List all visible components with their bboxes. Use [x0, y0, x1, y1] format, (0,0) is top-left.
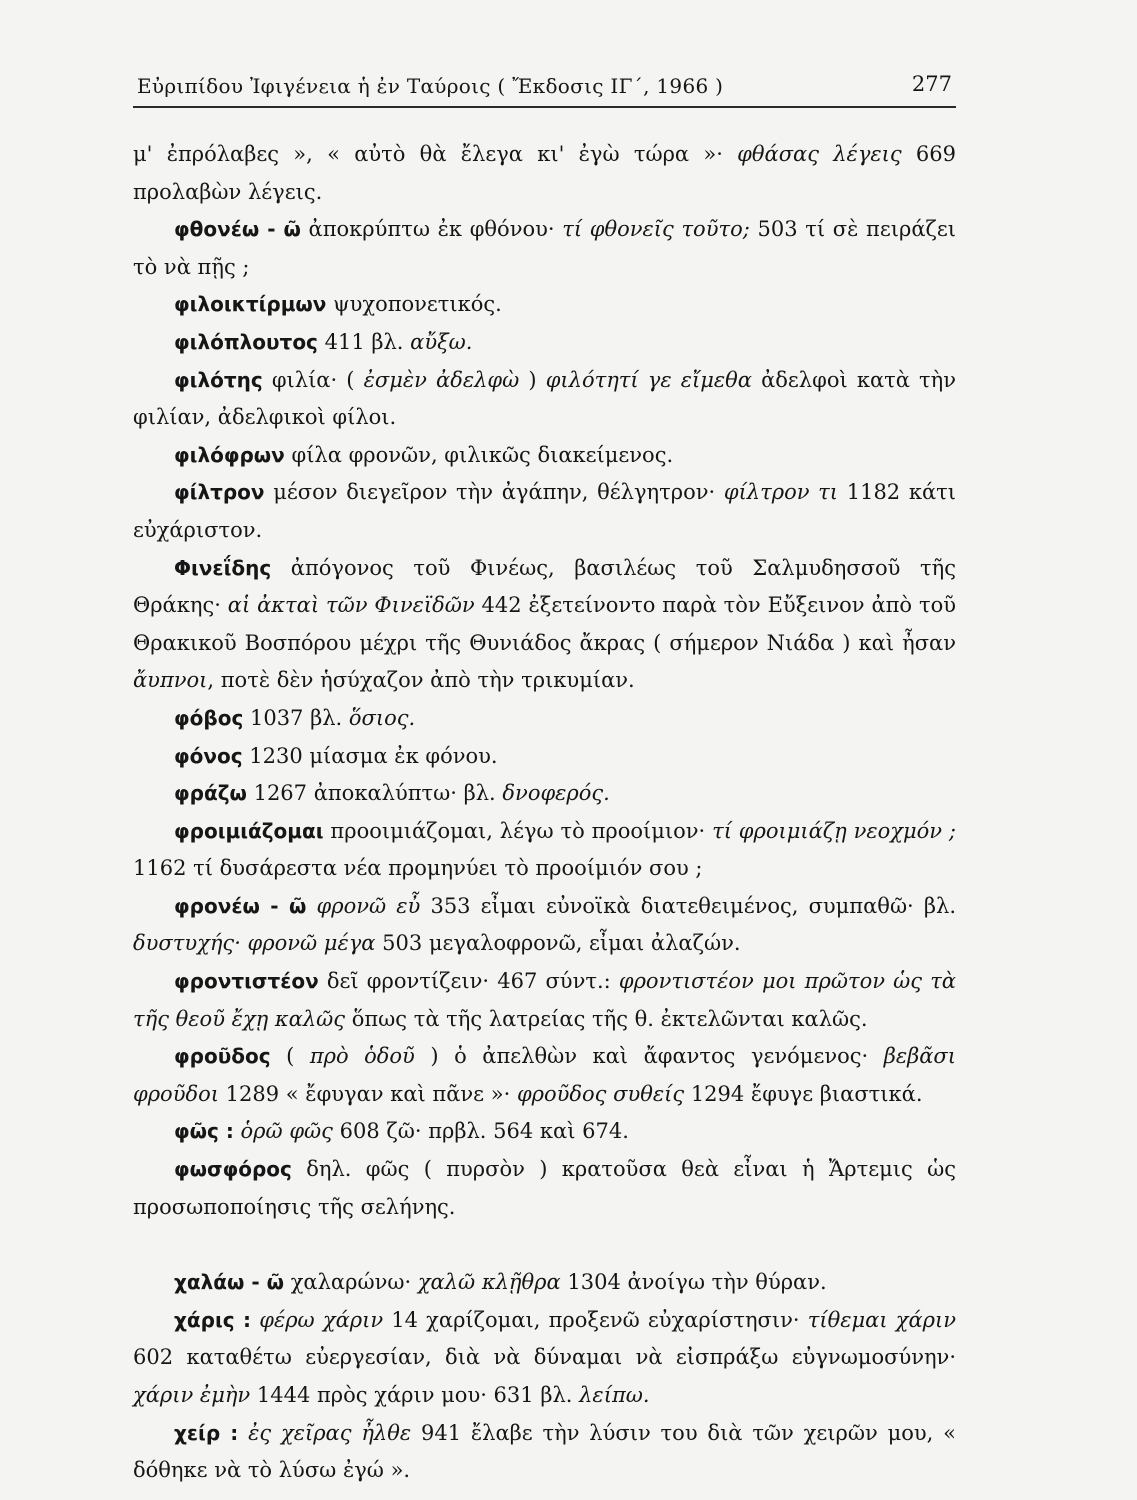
- entry-headword: φόνος: [174, 743, 243, 768]
- quoted-phrase: αὔξω.: [410, 329, 473, 354]
- quoted-phrase: αἱ ἀκταὶ τῶν Φινεϊδῶν: [227, 593, 475, 618]
- entry-headword: φιλοικτίρμων: [174, 292, 327, 317]
- entry-text: 941 ἔλαβε τὴν λύσιν του διὰ τῶν χειρῶν μου, « δόθηκε νὰ τὸ λύσω ἐγώ ».: [133, 1420, 956, 1483]
- quoted-phrase: βεβᾶσι φροῦδοι: [133, 1044, 957, 1106]
- entry-text: μέσον διεγεῖρον τὴν ἀγάπην, θέλγητρον·: [264, 480, 724, 505]
- glossary-entry: [133, 1264, 956, 1302]
- entry-headword: χείρ :: [174, 1420, 239, 1445]
- quoted-phrase: ὁρῶ φῶς: [240, 1119, 333, 1144]
- entry-text: 1267 ἀποκαλύπτω· βλ.: [246, 781, 503, 806]
- quoted-phrase: ἐς χεῖρας ἦλθε: [248, 1420, 412, 1445]
- entry-headword: φιλόφρων: [174, 442, 285, 467]
- quoted-phrase: φροῦδος συθείς: [516, 1081, 685, 1106]
- glossary-entry: [133, 474, 956, 549]
- quoted-phrase: τίθεμαι χάριν: [807, 1307, 956, 1332]
- entry-headword: φιλότης: [174, 367, 263, 392]
- glossary-entry: [133, 550, 956, 700]
- entry-text: προοιμιάζομαι, λέγω τὸ προοίμιον·: [323, 818, 713, 843]
- entry-text: χαλαρώνω·: [284, 1270, 418, 1295]
- quoted-phrase: φροντιστέον μοι πρῶτον ὡς τὰ τῆς θεοῦ ἔχῃ καλῶς: [133, 969, 956, 1031]
- entry-text: (: [270, 1044, 310, 1069]
- entry-headword: φιλόπλουτος: [174, 329, 318, 354]
- entry-text: 669 προλαβὼν λέγεις.: [133, 142, 956, 204]
- quoted-phrase: δνοφερός.: [502, 781, 610, 806]
- entry-continuation: [133, 136, 956, 211]
- entry-headword: φροιμιάζομαι: [174, 818, 324, 843]
- glossary-entry: [133, 1415, 956, 1490]
- entry-headword: φθονέω - ῶ: [174, 217, 301, 242]
- quoted-phrase: φιλότητί γε εἴμεθα: [545, 367, 752, 392]
- entry-headword: φρονέω - ῶ: [174, 893, 307, 918]
- entry-text: 442 ἐξετείνοντο παρὰ τὸν Εὔξεινον ἀπὸ τοῦ Θρακικοῦ Βοσπόρου μέχρι τῆς Θυνιάδος ἄκρας ( σήμερον Νιάδα ) καὶ ἦσαν: [133, 593, 956, 655]
- entry-headword: φίλτρον: [174, 480, 265, 505]
- entry-text: ψυχοπονετικός.: [326, 292, 502, 317]
- entry-text: 1304 ἀνοίγω τὴν θύραν.: [560, 1270, 827, 1295]
- glossary-entry: [133, 738, 956, 776]
- quoted-phrase: τί φθονεῖς τοῦτο;: [562, 217, 750, 242]
- page-header: [133, 66, 956, 108]
- quoted-phrase: φίλτρον τι: [723, 480, 839, 505]
- entry-text: [306, 894, 316, 918]
- quoted-phrase: τί φροιμιάζῃ νεοχμόν ;: [712, 818, 956, 843]
- page-number: 277: [911, 72, 952, 96]
- quoted-phrase: φρονῶ εὖ: [316, 893, 421, 918]
- entry-text: [238, 1421, 248, 1445]
- entry-headword: Φινεΐδης: [174, 555, 272, 580]
- glossary-entry: [133, 211, 956, 286]
- quoted-phrase: ἐσμὲν ἀδελφὼ: [363, 367, 520, 392]
- entry-headword: φωσφόρος: [174, 1157, 292, 1182]
- entry-text: ἀποκρύπτω ἐκ φθόνου·: [300, 217, 563, 242]
- quoted-phrase: φέρω χάριν: [259, 1307, 384, 1332]
- entry-text: μ' ἐπρόλαβες », « αὐτὸ θὰ ἔλεγα κι' ἐγὼ τώρα »·: [133, 142, 738, 166]
- entry-text: ): [519, 367, 546, 392]
- entry-text: ) ὁ ἀπελθὼν καὶ ἄφαντος γενόμενος·: [414, 1044, 884, 1069]
- entry-text: ἀδελφοὶ κατὰ τὴν φιλίαν, ἀδελφικοὶ φίλοι.: [133, 367, 957, 430]
- quoted-phrase: χαλῶ κλῇθρα: [417, 1270, 561, 1295]
- entry-text: , ποτὲ δὲν ἡσύχαζον ἀπὸ τὴν τρικυμίαν.: [207, 668, 635, 693]
- entry-headword: φράζω: [174, 781, 247, 806]
- entry-text: δηλ. φῶς ( πυρσὸν ) κρατοῦσα θεὰ εἶναι ἡ Ἄρτεμις ὡς προσωποποίησις τῆς σελήνης.: [133, 1157, 956, 1219]
- entry-text: [251, 1308, 259, 1332]
- glossary-body: [133, 136, 956, 1490]
- running-head: Εὐριπίδου Ἰφιγένεια ἡ ἐν Ταύροις ( Ἔκδοσις ΙΓ΄, 1966 ): [137, 74, 724, 98]
- entry-text: 1230 μίασμα ἐκ φόνου.: [242, 743, 498, 768]
- entry-text: φίλα φρονῶν, φιλικῶς διακείμενος.: [284, 442, 674, 467]
- glossary-entry: [133, 437, 956, 475]
- entry-headword: χάρις :: [174, 1307, 252, 1332]
- entry-text: 353 εἶμαι εὐνοϊκὰ διατεθειμένος, συμπαθῶ· βλ.: [420, 893, 957, 918]
- entry-text: φιλία· (: [262, 367, 364, 392]
- quoted-phrase: δυστυχής· φρονῶ μέγα: [133, 931, 376, 956]
- entry-text: 14 χαρίζομαι, προξενῶ εὐχαρίστησιν·: [383, 1307, 808, 1332]
- quoted-phrase: λείπω.: [579, 1383, 650, 1407]
- entry-text: 1444 πρὸς χάριν μου· 631 βλ.: [250, 1383, 580, 1407]
- glossary-entry: [133, 324, 956, 362]
- entry-text: 411 βλ.: [317, 329, 411, 354]
- glossary-entry: [133, 1151, 956, 1226]
- entry-text: [234, 1119, 241, 1143]
- glossary-entry: [133, 963, 956, 1038]
- entry-text: 503 μεγαλοφρονῶ, εἶμαι ἀλαζών.: [375, 931, 741, 956]
- entry-text: ὅπως τὰ τῆς λατρείας τῆς θ. ἐκτελῶνται καλῶς.: [345, 1006, 868, 1031]
- entry-text: 503 τί σὲ πειράζει τὸ νὰ πῇς ;: [133, 217, 956, 279]
- entry-text: ἀπόγονος τοῦ Φινέως, βασιλέως τοῦ Σαλμυδησσοῦ τῆς Θράκης·: [133, 555, 956, 618]
- glossary-entry: [133, 775, 956, 813]
- glossary-entry: [133, 1302, 956, 1415]
- entry-headword: φροῦδος: [174, 1044, 271, 1069]
- entry-text: δεῖ φροντίζειν· 467 σύντ.:: [318, 969, 619, 994]
- quoted-phrase: πρὸ ὁδοῦ: [309, 1044, 415, 1069]
- glossary-entry: [133, 888, 956, 963]
- glossary-entry: [133, 700, 956, 738]
- entry-text: 1182 κάτι εὐχάριστον.: [133, 480, 957, 542]
- entry-headword: χαλάω - ῶ: [174, 1270, 285, 1295]
- glossary-entry: [133, 286, 956, 324]
- quoted-phrase: ἄυπνοι: [133, 668, 208, 693]
- entry-headword: φόβος: [174, 705, 244, 730]
- quoted-phrase: ὅσιος.: [348, 705, 416, 730]
- entry-text: 608 ζῶ· πρβλ. 564 καὶ 674.: [332, 1119, 629, 1144]
- quoted-phrase: χάριν ἐμὴν: [133, 1383, 251, 1407]
- quoted-phrase: φθάσας λέγεις: [737, 142, 902, 166]
- glossary-entry: [133, 813, 956, 888]
- entry-text: 602 καταθέτω εὐεργεσίαν, διὰ νὰ δύναμαι νὰ εἰσπράξω εὐγνωμοσύνην·: [133, 1345, 956, 1370]
- glossary-entry: [133, 1038, 956, 1113]
- entry-headword: φῶς :: [174, 1119, 234, 1144]
- entry-text: 1037 βλ.: [243, 705, 349, 730]
- entry-headword: φροντιστέον: [174, 969, 319, 994]
- glossary-entry: [133, 362, 956, 437]
- entry-text: 1289 « ἔφυγαν καὶ πᾶνε »·: [218, 1081, 517, 1106]
- entry-text: 1294 ἔφυγε βιαστικά.: [684, 1081, 923, 1106]
- glossary-entry: [133, 1113, 956, 1151]
- entry-text: 1162 τί δυσάρεστα νέα προμηνύει τὸ προοίμιόν σου ;: [133, 856, 703, 881]
